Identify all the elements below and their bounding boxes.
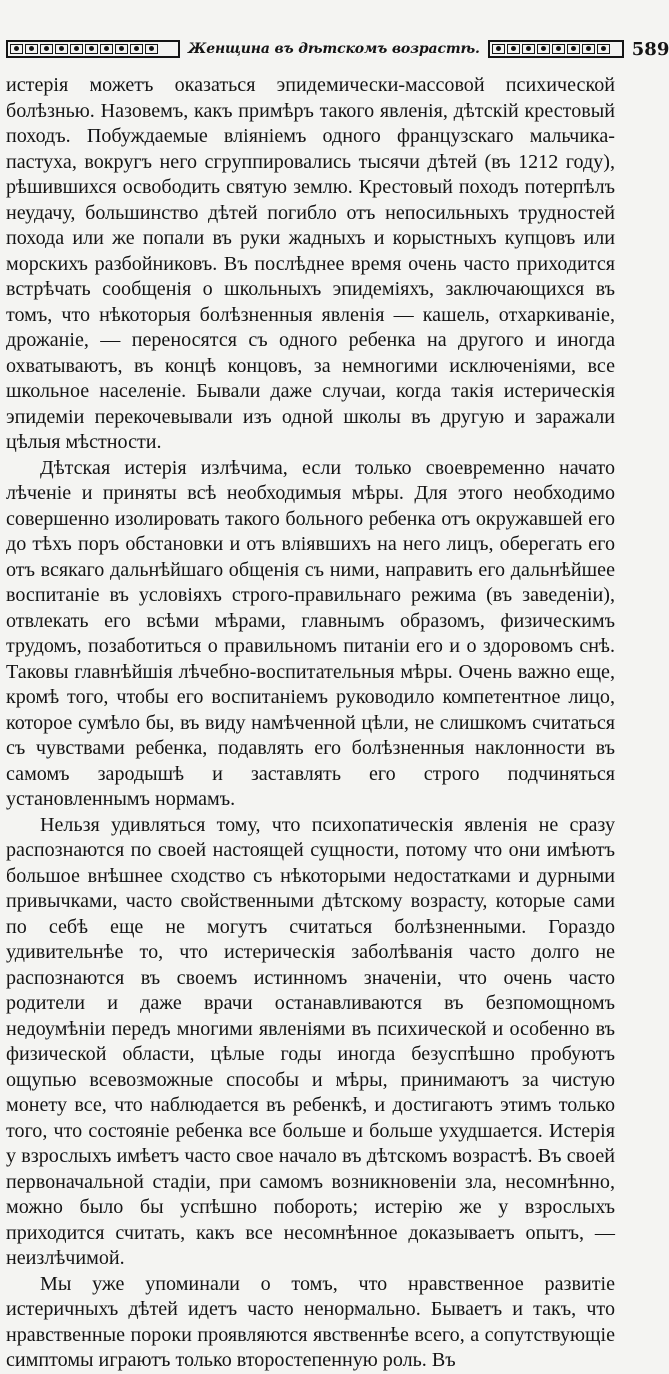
left-ornament-icon [6, 40, 180, 58]
page-number: 589 [631, 38, 669, 60]
running-title: Женщина въ дѣтскомъ возрастѣ. [188, 41, 480, 57]
paragraph-1: истерія можетъ оказаться эпидемически-массовой психической болѣзнью. Назовемъ, какъ примѣръ такого явленія, дѣтскій крестовый походъ. Побуждаемые вліяніемъ одного французскаго мальчика-пастуха, вокругъ него сгруппировались тысячи дѣтей (въ 1212 году), рѣшившихся освободить святую землю. Крестовый походъ потерпѣлъ неудачу, большинство дѣтей погибло отъ непосильныхъ трудностей похода или же попали въ руки жадныхъ и корыстныхъ купцовъ или морскихъ разбойниковъ. Въ послѣднее время очень часто приходится встрѣчать сообщенія о школьныхъ эпидеміяхъ, заключающихся въ томъ, что нѣкоторыя болѣзненныя явленія — кашель, отхаркиваніе, дрожаніе, — переносятся съ одного ребенка на другого и иногда охватываютъ, въ концѣ концовъ, за немногими исключеніями, все школьное населеніе. Бывали даже случаи, когда такія истерическія эпидеміи перекочевывали изъ одной школы въ другую и заражали цѣлыя мѣстности. [6, 74, 615, 453]
page-header [6, 36, 669, 62]
paragraph-3: Нельзя удивляться тому, что психопатическія явленія не сразу распознаются по своей настоящей сущности, потому что они имѣютъ большое внѣшнее сходство съ нѣкоторыми недостатками и дурными привычками, часто свойственными дѣтскому возрасту, которые сами по себѣ еще не могутъ считаться болѣзненными. Гораздо удивительнѣе то, что истерическія заболѣванія часто долго не распознаются въ своемъ истинномъ значеніи, что очень часто родители и даже врачи останавливаются въ безпомощномъ недоумѣніи передъ многими явленіями въ психической и особенно въ физической области, цѣлые годы иногда безуспѣшно пробуютъ ощупью всевозможные способы и мѣры, принимаютъ за чистую монету все, что наблюдается въ ребенкѣ, и достигаютъ этимъ только того, что состояніе ребенка все больше и больше ухудшается. Истерія у взрослыхъ имѣетъ часто свое начало въ дѣтскомъ возрастѣ. Въ своей первоначальной стадіи, при самомъ возникновеніи зла, несомнѣнно, можно было бы успѣшно побороть; истерію же у взрослыхъ приходится считать, какъ все несомнѣнное доказываетъ опытъ, — неизлѣчимой. [6, 813, 615, 1269]
right-ornament-icon [488, 40, 624, 58]
paragraph-4: Мы уже упоминали о томъ, что нравственное развитіе истеричныхъ дѣтей идетъ часто ненормально. Бываетъ и такъ, что нравственные пороки проявляются явственнѣе всего, а сопутствующіе симптомы играютъ только второстепенную роль. Въ [6, 1272, 615, 1371]
paragraph-2: Дѣтская истерія излѣчима, если только своевременно начато лѣченіе и приняты всѣ необходимыя мѣры. Для этого необходимо совершенно изолировать такого больного ребенка отъ окружавшей его до тѣхъ поръ обстановки и отъ вліявшихъ на него лицъ, оберегать его отъ всякаго дальнѣйшаго общенія съ ними, направить его дальнѣйшее воспитаніе въ условіяхъ строго-правильнаго режима (въ заведеніи), отвлекать его всѣми мѣрами, главнымъ образомъ, физическимъ трудомъ, позаботиться о правильномъ питаніи его и о здоровомъ снѣ. Таковы главнѣйшія лѣчебно-воспитательныя мѣры. Очень важно еще, кромѣ того, чтобы его воспитаніемъ руководило компетентное лицо, которое сумѣло бы, въ виду намѣченной цѣли, не слишкомъ считаться съ чувствами ребенка, подавлять его болѣзненныя наклонности въ самомъ зародышѣ и заставлять его строго подчиняться установленнымъ нормамъ. [6, 456, 615, 810]
body-text [6, 73, 615, 1374]
